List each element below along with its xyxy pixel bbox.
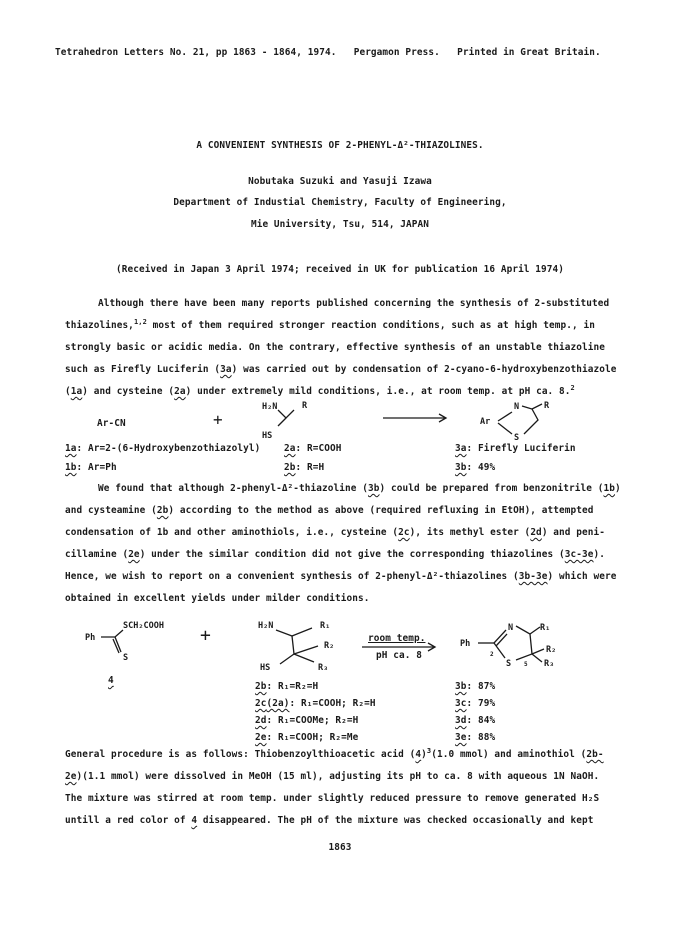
para3-line3: The mixture was stirred at room temp. under slightly reduced pressure to remove generated H₂S xyxy=(65,793,600,804)
text-span: cillamine ( xyxy=(65,549,129,560)
product-yield-row xyxy=(455,715,495,727)
compound-ref: 3b xyxy=(455,462,467,473)
product-yield-row xyxy=(455,732,495,744)
thiol-label: HS xyxy=(260,663,271,673)
position-label: 5 xyxy=(524,661,528,668)
reference-superscript: 3 xyxy=(426,747,432,755)
r2-label: R₂ xyxy=(546,645,557,655)
compound-1b xyxy=(65,462,117,474)
product-yield-row xyxy=(455,681,495,693)
scheme1-plus: + xyxy=(213,410,223,429)
compound-ref: 2a xyxy=(174,386,186,397)
aminothiol-row xyxy=(255,698,376,710)
text-span: ) and cysteine ( xyxy=(82,386,175,397)
compound-ref: 2c xyxy=(398,527,410,538)
compound-ref: 1b xyxy=(603,483,616,494)
procedure-heading: General procedure is as follows: xyxy=(65,749,249,760)
text-span: ) according to the method as above (required refluxing in EtOH), attempted xyxy=(168,505,594,516)
yield-value: : 84% xyxy=(466,715,496,726)
compound-ref: 3b xyxy=(455,681,467,692)
position-label: 2 xyxy=(490,651,494,658)
compound-ref: 2b xyxy=(255,681,267,692)
para2-line6: obtained in excellent yields under milder conditions. xyxy=(65,593,370,604)
reaction-arrow-1 xyxy=(383,411,453,425)
amine-label: H₂N xyxy=(262,402,278,412)
text-span: Hence, we wish to report on a convenient synthesis of 2-phenyl-Δ²-thiazolines ( xyxy=(65,571,519,582)
compound-ref: 3e xyxy=(455,732,467,743)
text-span: ), its methyl ester ( xyxy=(409,527,531,538)
scheme2-plus: + xyxy=(200,625,211,646)
para3-line4 xyxy=(65,815,593,827)
text-span: ) which were xyxy=(547,571,617,582)
compound-ref: 3a xyxy=(455,443,467,454)
text-span: disappeared. The pH of the mixture was checked occasionally and kept xyxy=(197,815,594,826)
bond xyxy=(532,654,542,662)
text-span: ) and peni- xyxy=(541,527,605,538)
compound-ref: 3a xyxy=(220,364,232,375)
r3-label: R₃ xyxy=(318,663,329,673)
condition-text: room temp. xyxy=(368,633,426,644)
s-label: S xyxy=(506,659,512,669)
bond xyxy=(516,626,532,660)
aminothiol-row xyxy=(255,732,358,744)
text-span: such as Firefly Luciferin ( xyxy=(65,364,221,375)
compound-ref: 4 xyxy=(191,815,198,826)
text-span: and cysteamine ( xyxy=(65,505,157,516)
bond xyxy=(101,630,123,637)
para1-line4 xyxy=(65,364,616,376)
affiliation-line-2: Mie University, Tsu, 514, JAPAN xyxy=(250,219,430,230)
cysteine-structure xyxy=(250,398,370,448)
reference-superscript: 1,2 xyxy=(133,318,147,326)
r2-label: R₂ xyxy=(324,641,335,651)
compound-ref: 4 xyxy=(415,749,422,760)
received-date: (Received in Japan 3 April 1974; received in UK for publication 16 April 1974) xyxy=(115,264,565,275)
compound-3a xyxy=(455,443,576,455)
compound-3b xyxy=(455,462,495,474)
publisher: Pergamon Press. xyxy=(353,47,440,58)
r-label: R xyxy=(544,401,550,411)
text-span: We found that although 2-phenyl-Δ²-thiazoline ( xyxy=(98,483,368,494)
bond xyxy=(278,410,294,418)
aminothiol-structure xyxy=(258,618,348,674)
running-header xyxy=(55,47,601,59)
text-span: : Ar=Ph xyxy=(76,462,117,473)
sch2cooh-label: SCH₂COOH xyxy=(123,621,164,631)
para2-line1 xyxy=(98,483,621,495)
r3-label: R₃ xyxy=(544,659,555,669)
compound-2b xyxy=(284,462,324,474)
compound-ref: 3d xyxy=(455,715,467,726)
compound-ref: 2a xyxy=(284,443,296,454)
compound-ref: 2d xyxy=(530,527,542,538)
n-label: N xyxy=(508,623,514,633)
n-label: N xyxy=(514,402,520,412)
bond xyxy=(294,646,318,654)
compound-ref: 2c xyxy=(255,698,267,709)
para2-line3 xyxy=(65,527,605,539)
compound-ref: 1b xyxy=(65,462,77,473)
yield-value: : 79% xyxy=(466,698,496,709)
text-span: Thiobenzoylthioacetic acid ( xyxy=(248,749,416,760)
bond xyxy=(532,404,542,409)
text-span: : Ar=2-(6-Hydroxybenzothiazolyl) xyxy=(76,443,261,454)
compound-ref: 2b xyxy=(284,462,296,473)
thioester-4-structure xyxy=(85,620,185,670)
bond xyxy=(522,406,538,434)
compound-ref: 1a xyxy=(70,386,83,397)
printed-in: Printed in Great Britain. xyxy=(457,47,601,58)
r1-label: R₁ xyxy=(320,621,331,631)
text-span: ) under the similar condition did not give the corresponding thiazolines ( xyxy=(139,549,565,560)
para1-line3: strongly basic or acidic media. On the contrary, effective synthesis of an unstable thiazoline xyxy=(65,342,605,353)
ph-label: Ph xyxy=(85,633,96,643)
yield-value: : 87% xyxy=(466,681,496,692)
compound-ref: 3b xyxy=(367,483,380,494)
phenyl-thiazoline-structure xyxy=(460,616,570,676)
bond xyxy=(276,628,312,636)
compound-ref: 1a xyxy=(65,443,77,454)
bond xyxy=(278,418,286,426)
paper-title-text: A CONVENIENT SYNTHESIS OF 2-PHENYL-Δ²-THIAZOLINES. xyxy=(196,140,484,151)
compound-ref: 3b-3e xyxy=(518,571,548,582)
para3-line1: General procedure is as follows: Thiobenzoylthioacetic acid $(4)^3(1.0$ mmol) and aminothiol (2b- xyxy=(65,747,604,760)
bond xyxy=(530,627,540,634)
r1-label: R₁ xyxy=(540,623,551,633)
text-span: untill a red color of xyxy=(65,815,192,826)
thiol-label: HS xyxy=(262,431,273,441)
r-label: R xyxy=(302,401,308,411)
reference-superscript: 2 xyxy=(570,384,575,392)
text-span: thiazolines, xyxy=(65,320,134,331)
text-span: ) was carried out by condensation of 2-cyano-6-hydroxybenzothiazole xyxy=(231,364,617,375)
compound-ref: 2b xyxy=(156,505,169,516)
scheme1-arcn: Ar-CN xyxy=(97,418,126,429)
para3-line2 xyxy=(65,771,599,783)
text-span: ( xyxy=(65,386,71,397)
s-label: S xyxy=(123,653,129,663)
text-span: condensation of 1b and other aminothiols, i.e., cysteine ( xyxy=(65,527,399,538)
para1-line2 xyxy=(65,320,595,332)
text-span: : R₁=COOMe; R₂=H xyxy=(266,715,359,726)
compound-4-label xyxy=(108,675,114,687)
compound-ref: (2a) xyxy=(266,698,290,709)
para1-line1: Although there have been many reports published concerning the synthesis of 2-substituted xyxy=(98,298,610,309)
text-span: : 49% xyxy=(466,462,496,473)
bond xyxy=(498,423,512,434)
para2-line4 xyxy=(65,549,605,561)
compound-ref: 2e xyxy=(128,549,140,560)
reaction-condition-2: pH ca. 8 xyxy=(376,650,422,661)
compound-ref: 2e xyxy=(255,732,267,743)
ph-label: Ph xyxy=(460,639,471,649)
text-span: most of them required stronger reaction conditions, such as at high temp., in xyxy=(146,320,595,331)
compound-2a xyxy=(284,443,341,455)
affiliation-line-1: Department of Industial Chemistry, Faculty of Engineering, xyxy=(173,197,507,208)
product-yield-row xyxy=(455,698,495,710)
text-span: ) under extremely mild conditions, i.e., at room temp. at pH ca. 8. xyxy=(185,386,571,397)
authors: Nobutaka Suzuki and Yasuji Izawa xyxy=(248,176,432,187)
compound-ref: 2e xyxy=(65,771,77,782)
text-span: : R=COOH xyxy=(295,443,342,454)
text-span: : R=H xyxy=(295,462,325,473)
text-span: ) xyxy=(615,483,621,494)
bond xyxy=(532,649,544,654)
text-span: ). xyxy=(593,549,605,560)
aminothiol-row xyxy=(255,715,358,727)
text-span: )(1.1 mmol) were dissolved in MeOH (15 ml), adjusting its pH to ca. 8 with aqueous 1N NaOH. xyxy=(76,771,600,782)
bond xyxy=(280,654,294,664)
text-span: ) could be prepared from benzonitrile ( xyxy=(379,483,604,494)
amine-label: H₂N xyxy=(258,621,274,631)
bond xyxy=(498,412,512,421)
compound-ref: 3c-3e xyxy=(564,549,594,560)
compound-ref: 2b- xyxy=(586,749,604,760)
compound-1a xyxy=(65,443,260,455)
bond xyxy=(494,643,505,658)
paper-title xyxy=(0,140,680,152)
compound-ref: 4 xyxy=(108,675,114,686)
text-span: : R₁=COOH; R₂=Me xyxy=(266,732,359,743)
aminothiol-row xyxy=(255,681,318,693)
para2-line2 xyxy=(65,505,594,517)
compound-ref: 3c xyxy=(455,698,467,709)
compound-ref: 2d xyxy=(255,715,267,726)
yield-value: : 88% xyxy=(466,732,496,743)
ar-label: Ar xyxy=(480,417,491,427)
text-span: (1.0 mmol) and aminothiol ( xyxy=(431,749,587,760)
text-span: : R₁=COOH; R₂=H xyxy=(289,698,376,709)
s-label: S xyxy=(514,433,520,443)
page-number: 1863 xyxy=(328,842,352,853)
text-span: : Firefly Luciferin xyxy=(466,443,576,454)
para2-line5 xyxy=(65,571,616,583)
text-span: : R₁=R₂=H xyxy=(266,681,319,692)
journal-citation: Tetrahedron Letters No. 21, pp 1863 - 1864, 1974. xyxy=(55,47,337,58)
